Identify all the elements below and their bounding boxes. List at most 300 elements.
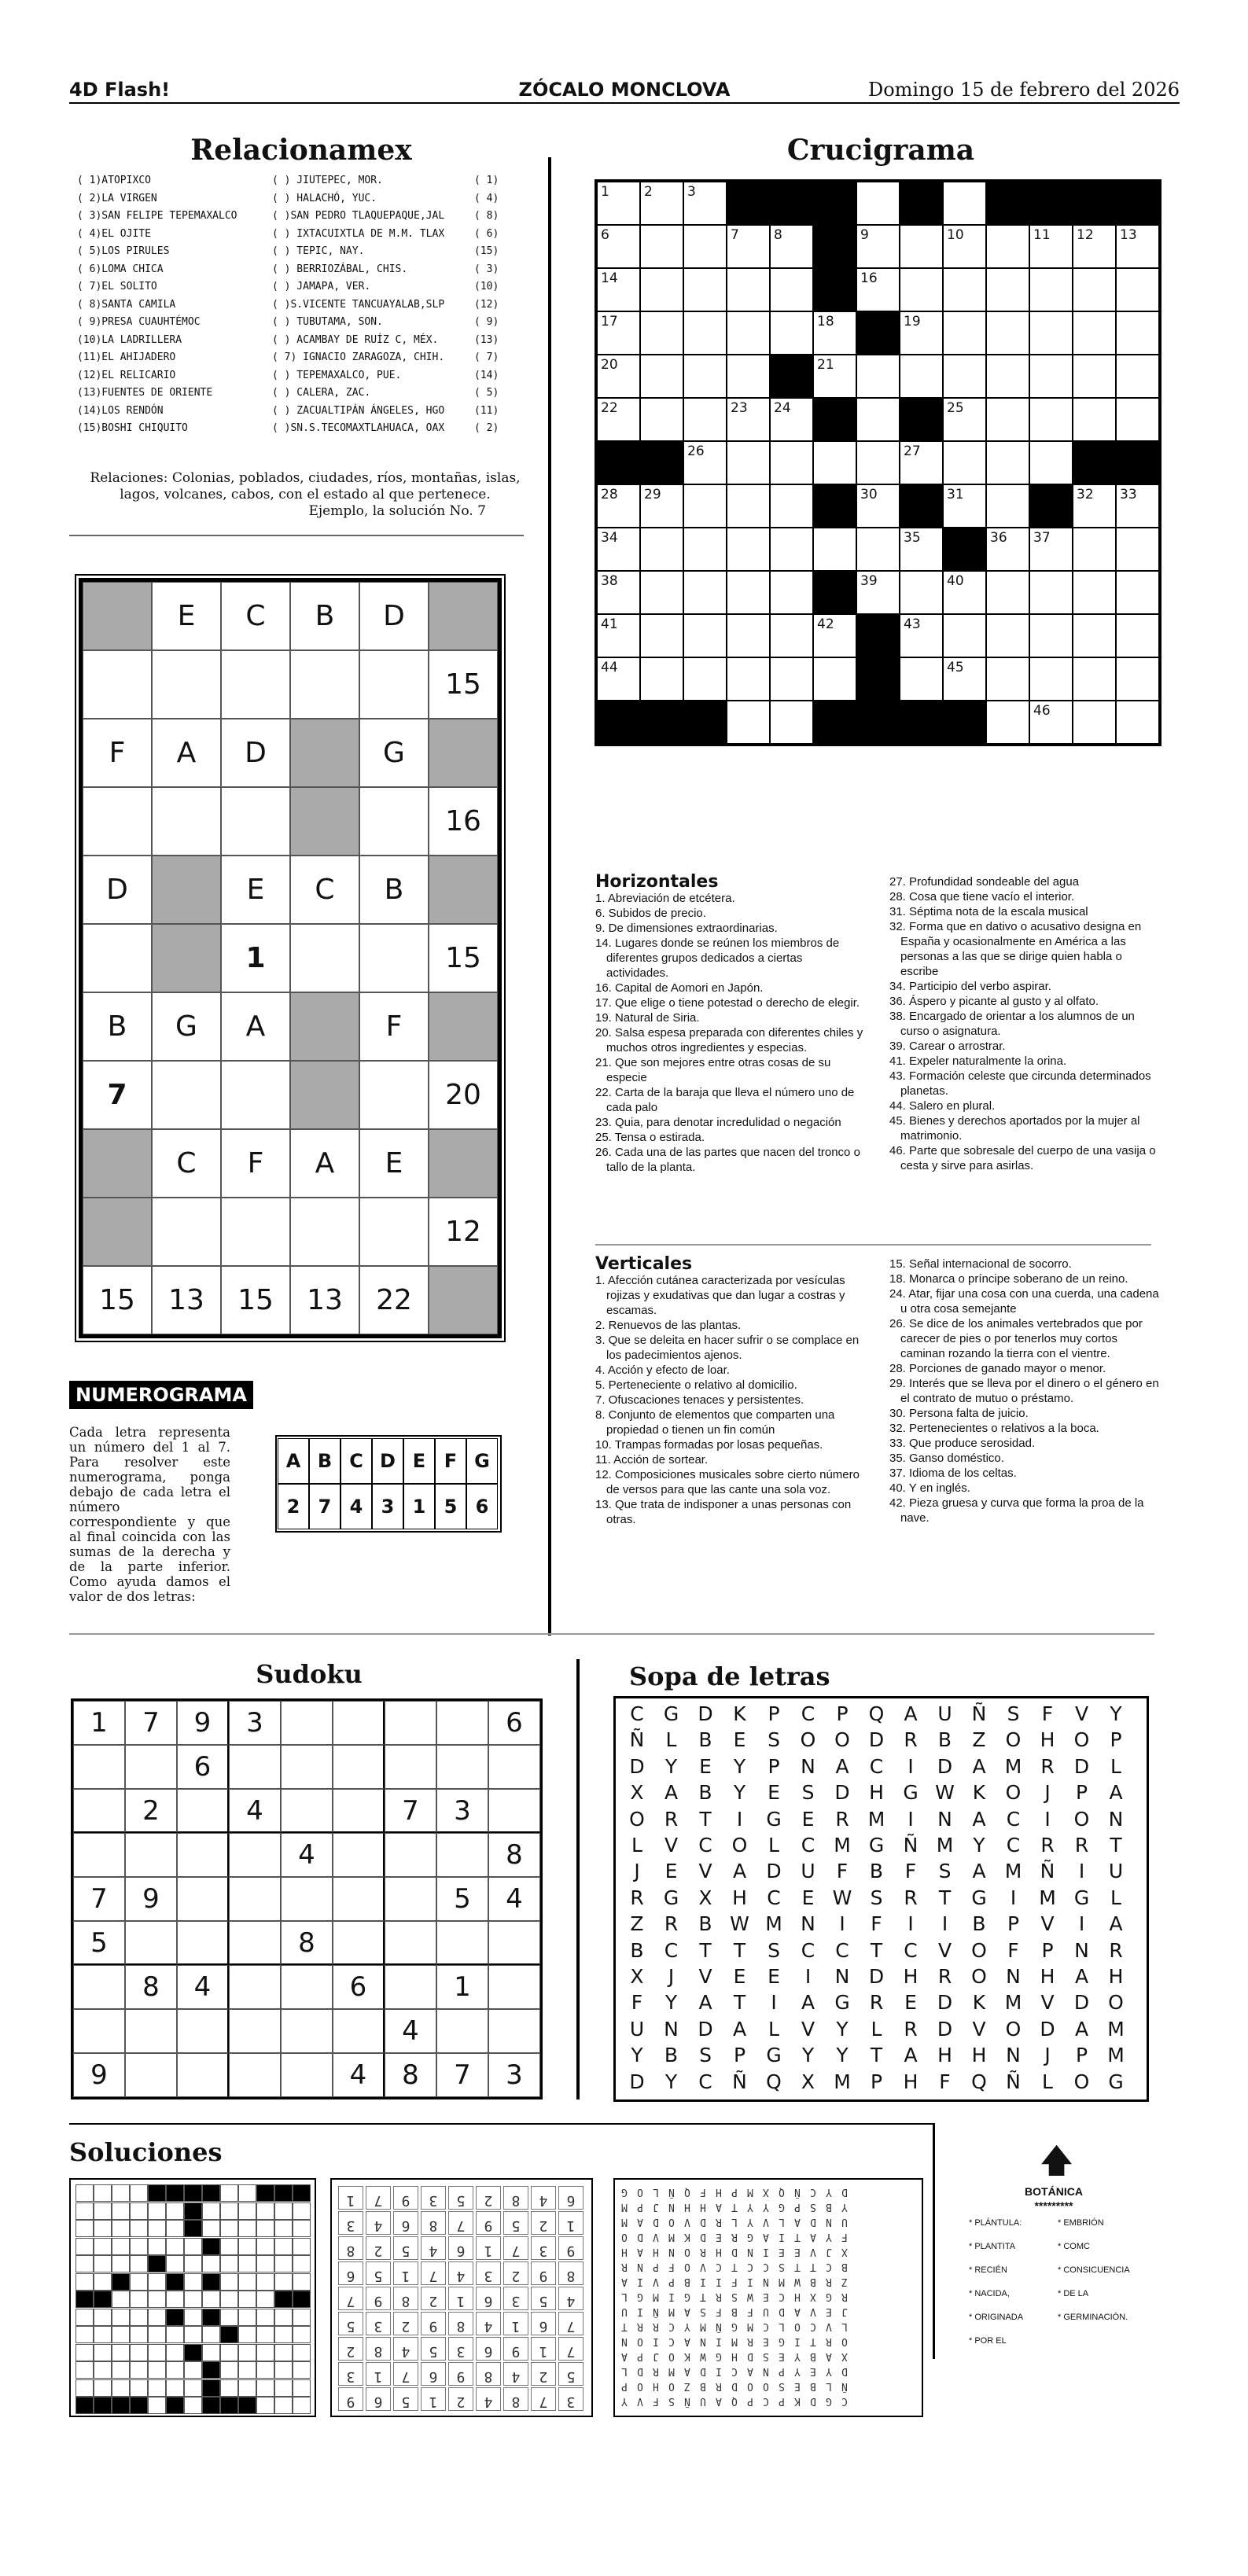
crossword-cell[interactable] — [597, 614, 640, 657]
word-search-letter[interactable]: G — [1108, 2070, 1124, 2093]
crossword-cell[interactable] — [900, 657, 943, 701]
word-search-letter[interactable]: S — [801, 1781, 815, 1805]
crossword-cell[interactable] — [986, 441, 1029, 484]
crossword-cell[interactable] — [597, 182, 640, 225]
sudoku-cell[interactable] — [385, 1921, 436, 1965]
crossword-cell[interactable] — [943, 398, 986, 441]
sudoku-cell[interactable] — [436, 1833, 488, 1877]
word-search-letter[interactable]: S — [938, 1860, 952, 1883]
numerograma-cell[interactable] — [221, 1198, 290, 1266]
crossword-cell[interactable] — [770, 268, 813, 311]
word-search-letter[interactable]: T — [870, 2044, 883, 2067]
relacionamex-state[interactable]: ( ) CALERA, ZAC. — [272, 387, 371, 399]
word-search-letter[interactable]: B — [698, 1728, 712, 1752]
relacionamex-state[interactable]: ( ) IXTACUIXTLA DE M.M. TLAX — [272, 227, 445, 240]
word-search-letter[interactable]: V — [664, 1834, 679, 1857]
word-search-letter[interactable]: R — [904, 1728, 918, 1752]
crossword-cell[interactable] — [683, 657, 727, 701]
numerograma-cell[interactable] — [83, 650, 152, 719]
sudoku-cell[interactable] — [333, 2009, 385, 2053]
crossword-cell[interactable] — [856, 398, 900, 441]
crossword-cell[interactable] — [683, 311, 727, 355]
crossword-cell[interactable] — [1029, 225, 1073, 268]
sudoku-cell[interactable] — [177, 1877, 229, 1921]
word-search-letter[interactable]: I — [1078, 1912, 1085, 1936]
crossword-cell[interactable] — [1073, 268, 1116, 311]
crossword-cell[interactable] — [943, 657, 986, 701]
word-search-letter[interactable]: O — [1005, 1781, 1022, 1805]
word-search-letter[interactable]: I — [1044, 1807, 1051, 1831]
crossword-cell[interactable] — [1116, 528, 1159, 571]
crossword-cell[interactable] — [1116, 225, 1159, 268]
sudoku-cell[interactable] — [73, 1965, 125, 2009]
sudoku-cell[interactable] — [229, 1745, 281, 1789]
crossword-cell[interactable] — [856, 484, 900, 528]
sudoku-cell[interactable] — [281, 2009, 333, 2053]
crossword-cell[interactable] — [900, 614, 943, 657]
word-search-letter[interactable]: L — [1110, 1754, 1121, 1778]
word-search-letter[interactable]: N — [664, 2017, 679, 2041]
word-search-letter[interactable]: O — [1073, 1728, 1090, 1752]
crossword-cell[interactable] — [900, 268, 943, 311]
sudoku-cell[interactable] — [125, 1833, 177, 1877]
crossword-cell[interactable] — [597, 657, 640, 701]
crossword-cell[interactable] — [900, 355, 943, 398]
word-search-letter[interactable]: E — [904, 1991, 917, 2015]
crossword-cell[interactable] — [900, 441, 943, 484]
crossword-cell[interactable] — [1116, 355, 1159, 398]
word-search-letter[interactable]: G — [1073, 1886, 1090, 1909]
word-search-letter[interactable]: I — [804, 1965, 812, 1988]
word-search-letter[interactable]: S — [699, 2044, 712, 2067]
crossword-cell[interactable] — [856, 571, 900, 614]
sudoku-cell[interactable] — [333, 1701, 385, 1745]
sudoku-cell[interactable] — [281, 2053, 333, 2097]
crossword-cell[interactable] — [943, 355, 986, 398]
sudoku-cell[interactable] — [436, 1701, 488, 1745]
word-search-letter[interactable]: L — [1110, 1886, 1121, 1909]
word-search-letter[interactable]: H — [869, 1781, 884, 1805]
crossword-cell[interactable] — [770, 614, 813, 657]
sudoku-cell[interactable] — [333, 1833, 385, 1877]
word-search-letter[interactable]: K — [733, 1702, 746, 1725]
crossword-cell[interactable] — [856, 528, 900, 571]
crossword-cell[interactable] — [1029, 701, 1073, 744]
crossword-cell[interactable] — [943, 268, 986, 311]
sudoku-cell[interactable] — [436, 2009, 488, 2053]
relacionamex-state[interactable]: ( ) TUBUTAMA, SON. — [272, 316, 383, 328]
crossword-cell[interactable] — [813, 528, 856, 571]
sudoku-cell[interactable] — [229, 1965, 281, 2009]
word-search-letter[interactable]: I — [907, 1807, 914, 1831]
crossword-cell[interactable] — [986, 268, 1029, 311]
relacionamex-state[interactable]: ( )S.VICENTE TANCUAYALAB,SLP — [272, 298, 445, 311]
word-search-letter[interactable]: U — [629, 2017, 645, 2041]
word-search-letter[interactable]: Y — [836, 2017, 849, 2041]
crossword-cell[interactable] — [640, 311, 683, 355]
word-search-letter[interactable]: Z — [972, 1728, 986, 1752]
word-search-letter[interactable]: A — [1109, 1912, 1123, 1936]
sudoku-cell[interactable] — [488, 1921, 540, 1965]
word-search-letter[interactable]: T — [733, 1938, 746, 1962]
numerograma-cell[interactable] — [290, 924, 359, 992]
word-search-letter[interactable]: O — [1005, 2017, 1022, 2041]
crossword-cell[interactable] — [1073, 657, 1116, 701]
crossword-cell[interactable] — [727, 398, 770, 441]
word-search-letter[interactable]: C — [698, 1834, 712, 1857]
word-search-letter[interactable]: I — [771, 1991, 777, 2015]
crossword-cell[interactable] — [856, 182, 900, 225]
word-search-letter[interactable]: N — [801, 1912, 815, 1936]
word-search-letter[interactable]: G — [903, 1781, 919, 1805]
crossword-cell[interactable] — [683, 182, 727, 225]
word-search-letter[interactable]: N — [801, 1754, 815, 1778]
crossword-cell[interactable] — [986, 528, 1029, 571]
numerograma-cell[interactable] — [290, 1198, 359, 1266]
word-search-letter[interactable]: D — [629, 2070, 645, 2093]
crossword-cell[interactable] — [727, 571, 770, 614]
crossword-cell[interactable] — [597, 225, 640, 268]
word-search-letter[interactable]: K — [972, 1781, 986, 1805]
word-search-letter[interactable]: X — [801, 2070, 815, 2093]
crossword-cell[interactable] — [986, 355, 1029, 398]
crossword-cell[interactable] — [813, 614, 856, 657]
word-search-letter[interactable]: J — [634, 1860, 640, 1883]
word-search-letter[interactable]: L — [768, 1834, 779, 1857]
word-search-letter[interactable]: B — [698, 1912, 712, 1936]
word-search-letter[interactable]: G — [766, 1807, 782, 1831]
sudoku-cell[interactable] — [488, 1965, 540, 2009]
word-search-letter[interactable]: Y — [664, 1991, 678, 2015]
crossword-cell[interactable] — [640, 571, 683, 614]
relacionamex-state[interactable]: ( )SN.S.TECOMAXTLAHUACA, OAX — [272, 422, 445, 434]
word-search-letter[interactable]: C — [904, 1938, 918, 1962]
crossword-cell[interactable] — [1029, 614, 1073, 657]
crossword-cell[interactable] — [1116, 657, 1159, 701]
word-search-letter[interactable]: L — [665, 1728, 677, 1752]
word-search-letter[interactable]: J — [1044, 1781, 1051, 1805]
word-search-letter[interactable]: F — [904, 1860, 917, 1883]
crossword-cell[interactable] — [986, 311, 1029, 355]
word-search-letter[interactable]: I — [941, 1912, 948, 1936]
word-search-letter[interactable]: H — [937, 2044, 952, 2067]
word-search-letter[interactable]: P — [768, 1754, 780, 1778]
word-search-letter[interactable]: T — [938, 1886, 952, 1909]
sudoku-cell[interactable] — [436, 1921, 488, 1965]
word-search-letter[interactable]: V — [1074, 1702, 1089, 1725]
word-search-letter[interactable]: C — [767, 1886, 781, 1909]
word-search-letter[interactable]: N — [1074, 1938, 1089, 1962]
word-search-letter[interactable]: M — [1004, 1754, 1022, 1778]
word-search-letter[interactable]: W — [935, 1781, 955, 1805]
word-search-letter[interactable]: P — [1110, 1728, 1122, 1752]
sudoku-cell[interactable] — [333, 1789, 385, 1833]
sudoku-cell[interactable] — [73, 2009, 125, 2053]
crossword-cell[interactable] — [1116, 268, 1159, 311]
relacionamex-state[interactable]: ( )SAN PEDRO TLAQUEPAQUE,JAL — [272, 210, 445, 222]
crossword-cell[interactable] — [597, 268, 640, 311]
word-search-letter[interactable]: V — [972, 2017, 986, 2041]
word-search-letter[interactable]: W — [832, 1886, 852, 1909]
word-search-letter[interactable]: Z — [630, 1912, 644, 1936]
word-search-letter[interactable]: B — [972, 1912, 986, 1936]
word-search-letter[interactable]: C — [869, 1754, 884, 1778]
word-search-letter[interactable]: O — [1073, 2070, 1090, 2093]
word-search-letter[interactable]: H — [1040, 1965, 1055, 1988]
word-search-letter[interactable]: P — [1007, 1912, 1020, 1936]
numerograma-cell[interactable] — [221, 650, 290, 719]
crossword-cell[interactable] — [727, 701, 770, 744]
crossword-cell[interactable] — [813, 657, 856, 701]
word-search-letter[interactable]: C — [1006, 1807, 1021, 1831]
word-search-letter[interactable]: S — [870, 1886, 883, 1909]
crossword-cell[interactable] — [1029, 441, 1073, 484]
word-search-letter[interactable]: N — [834, 1965, 850, 1988]
word-search-letter[interactable]: P — [870, 2070, 883, 2093]
word-search-letter[interactable]: L — [768, 2017, 779, 2041]
word-search-letter[interactable]: J — [668, 1965, 675, 1988]
word-search-letter[interactable]: O — [1073, 1807, 1090, 1831]
word-search-letter[interactable]: P — [1041, 1938, 1054, 1962]
word-search-letter[interactable]: C — [630, 1702, 644, 1725]
relacionamex-state[interactable]: ( ) JAMAPA, VER. — [272, 281, 371, 293]
word-search-letter[interactable]: D — [1073, 1991, 1090, 2015]
numerograma-cell[interactable] — [359, 924, 429, 992]
word-search-letter[interactable]: Y — [664, 1754, 678, 1778]
crossword-cell[interactable] — [597, 311, 640, 355]
word-search-letter[interactable]: D — [868, 1965, 885, 1988]
sudoku-cell[interactable] — [333, 1877, 385, 1921]
sudoku-cell[interactable] — [125, 1745, 177, 1789]
word-search-letter[interactable]: O — [731, 1834, 748, 1857]
word-search-letter[interactable]: M — [1039, 1886, 1056, 1909]
crossword-cell[interactable] — [1029, 528, 1073, 571]
word-search-letter[interactable]: A — [664, 1781, 679, 1805]
word-search-letter[interactable]: V — [698, 1860, 712, 1883]
crossword-cell[interactable] — [1029, 571, 1073, 614]
word-search-letter[interactable]: M — [1004, 1860, 1022, 1883]
crossword-cell[interactable] — [770, 528, 813, 571]
crossword-cell[interactable] — [813, 311, 856, 355]
sudoku-cell[interactable] — [177, 2053, 229, 2097]
word-search-letter[interactable]: A — [732, 1860, 747, 1883]
crossword-cell[interactable] — [727, 657, 770, 701]
word-search-letter[interactable]: S — [1007, 1702, 1020, 1725]
crossword-cell[interactable] — [1073, 614, 1116, 657]
word-search-letter[interactable]: D — [834, 1781, 850, 1805]
word-search-letter[interactable]: A — [972, 1754, 986, 1778]
word-search-letter[interactable]: W — [730, 1912, 749, 1936]
word-search-letter[interactable]: N — [1108, 1807, 1124, 1831]
numerograma-cell[interactable] — [359, 1198, 429, 1266]
word-search-letter[interactable]: X — [630, 1965, 644, 1988]
word-search-letter[interactable]: O — [1108, 1991, 1124, 2015]
sudoku-cell[interactable] — [333, 1745, 385, 1789]
word-search-letter[interactable]: L — [1042, 2070, 1053, 2093]
word-search-letter[interactable]: P — [733, 2044, 746, 2067]
crossword-cell[interactable] — [1073, 355, 1116, 398]
numerograma-cell[interactable] — [359, 787, 429, 856]
word-search-letter[interactable]: B — [698, 1781, 712, 1805]
crossword-cell[interactable] — [813, 355, 856, 398]
word-search-letter[interactable]: V — [698, 1965, 712, 1988]
word-search-letter[interactable]: Ñ — [903, 1834, 919, 1857]
word-search-letter[interactable]: Y — [733, 1781, 746, 1805]
word-search-letter[interactable]: O — [1005, 1728, 1022, 1752]
word-search-letter[interactable]: A — [972, 1807, 986, 1831]
word-search-letter[interactable]: M — [1004, 1991, 1022, 2015]
crossword-cell[interactable] — [1116, 571, 1159, 614]
crossword-cell[interactable] — [943, 182, 986, 225]
word-search-letter[interactable]: E — [733, 1728, 746, 1752]
crossword-cell[interactable] — [683, 355, 727, 398]
word-search-letter[interactable]: M — [765, 1912, 782, 1936]
word-search-letter[interactable]: G — [971, 1886, 987, 1909]
word-search-letter[interactable]: X — [630, 1781, 644, 1805]
sudoku-cell[interactable] — [385, 1833, 436, 1877]
crossword-cell[interactable] — [856, 441, 900, 484]
word-search-letter[interactable]: I — [907, 1754, 914, 1778]
word-search-letter[interactable]: C — [801, 1938, 815, 1962]
sudoku-cell[interactable] — [436, 1745, 488, 1789]
crossword-cell[interactable] — [986, 701, 1029, 744]
crossword-cell[interactable] — [1073, 311, 1116, 355]
word-search-letter[interactable]: N — [1006, 1965, 1021, 1988]
sudoku-cell[interactable] — [177, 1921, 229, 1965]
crossword-cell[interactable] — [986, 657, 1029, 701]
sudoku-cell[interactable] — [281, 1789, 333, 1833]
word-search-letter[interactable]: F — [871, 1912, 882, 1936]
crossword-cell[interactable] — [770, 311, 813, 355]
crossword-cell[interactable] — [640, 398, 683, 441]
word-search-letter[interactable]: A — [835, 1754, 849, 1778]
word-search-letter[interactable]: F — [1041, 1702, 1054, 1725]
sudoku-cell[interactable] — [73, 1745, 125, 1789]
word-search-letter[interactable]: U — [937, 1702, 952, 1725]
word-search-letter[interactable]: M — [867, 1807, 885, 1831]
relacionamex-state[interactable]: ( ) TEPEMAXALCO, PUE. — [272, 369, 402, 381]
word-search-letter[interactable]: O — [800, 1728, 816, 1752]
word-search-letter[interactable]: C — [835, 1938, 849, 1962]
word-search-letter[interactable]: O — [834, 1728, 850, 1752]
word-search-letter[interactable]: R — [630, 1886, 644, 1909]
sudoku-cell[interactable] — [281, 1965, 333, 2009]
sudoku-cell[interactable] — [177, 1789, 229, 1833]
sudoku-cell[interactable] — [385, 1745, 436, 1789]
crossword-cell[interactable] — [1073, 398, 1116, 441]
sudoku-cell[interactable] — [488, 1745, 540, 1789]
sudoku-cell[interactable] — [385, 1965, 436, 2009]
sudoku-cell[interactable] — [125, 2009, 177, 2053]
word-search-letter[interactable]: M — [834, 2070, 851, 2093]
word-search-letter[interactable]: R — [664, 1807, 679, 1831]
word-search-letter[interactable]: R — [664, 1912, 679, 1936]
word-search-letter[interactable]: C — [801, 1702, 815, 1725]
word-search-letter[interactable]: A — [972, 1860, 986, 1883]
word-search-letter[interactable]: Q — [868, 1702, 885, 1725]
sudoku-cell[interactable] — [488, 2009, 540, 2053]
sudoku-cell[interactable] — [333, 1921, 385, 1965]
word-search-letter[interactable]: P — [1075, 1781, 1088, 1805]
word-search-letter[interactable]: O — [629, 1807, 645, 1831]
numerograma-cell[interactable] — [83, 787, 152, 856]
sudoku-cell[interactable] — [125, 1921, 177, 1965]
word-search-letter[interactable]: E — [768, 1965, 780, 1988]
numerograma-cell[interactable] — [152, 650, 221, 719]
word-search-letter[interactable]: A — [698, 1991, 712, 2015]
crossword-cell[interactable] — [640, 268, 683, 311]
word-search-letter[interactable]: Ñ — [971, 1702, 987, 1725]
crossword-cell[interactable] — [1029, 355, 1073, 398]
numerograma-cell[interactable] — [83, 924, 152, 992]
word-search-letter[interactable]: B — [937, 1728, 952, 1752]
crossword-cell[interactable] — [1029, 311, 1073, 355]
word-search-letter[interactable]: V — [937, 1938, 952, 1962]
word-search-letter[interactable]: Ñ — [732, 2070, 747, 2093]
word-search-letter[interactable]: Ñ — [1006, 2070, 1021, 2093]
word-search-letter[interactable]: L — [871, 2017, 882, 2041]
numerograma-cell[interactable] — [221, 787, 290, 856]
crossword-cell[interactable] — [813, 441, 856, 484]
word-search-letter[interactable]: B — [664, 2044, 679, 2067]
word-search-letter[interactable]: F — [836, 1860, 849, 1883]
word-search-letter[interactable]: G — [766, 2044, 782, 2067]
word-search-letter[interactable]: C — [698, 2070, 712, 2093]
crossword-cell[interactable] — [986, 225, 1029, 268]
word-search-letter[interactable]: R — [904, 2017, 918, 2041]
crossword-cell[interactable] — [1116, 701, 1159, 744]
word-search-letter[interactable]: H — [903, 1965, 919, 1988]
numerograma-cell[interactable] — [221, 1061, 290, 1129]
crossword-cell[interactable] — [986, 398, 1029, 441]
word-search-letter[interactable]: M — [834, 1834, 851, 1857]
crossword-cell[interactable] — [770, 398, 813, 441]
word-search-letter[interactable]: B — [869, 1860, 884, 1883]
crossword-cell[interactable] — [770, 484, 813, 528]
word-search-letter[interactable]: R — [1040, 1754, 1055, 1778]
sudoku-cell[interactable] — [125, 2053, 177, 2097]
word-search-letter[interactable]: O — [971, 1965, 987, 1988]
word-search-letter[interactable]: Y — [973, 1834, 985, 1857]
word-search-letter[interactable]: L — [631, 1834, 642, 1857]
word-search-letter[interactable]: A — [904, 2044, 918, 2067]
word-search-letter[interactable]: Q — [971, 2070, 987, 2093]
crossword-cell[interactable] — [856, 225, 900, 268]
sudoku-cell[interactable] — [229, 2009, 281, 2053]
sudoku-cell[interactable] — [281, 1701, 333, 1745]
crossword-cell[interactable] — [683, 528, 727, 571]
sudoku-cell[interactable] — [229, 2053, 281, 2097]
word-search-letter[interactable]: P — [836, 1702, 849, 1725]
word-search-letter[interactable]: D — [698, 2017, 713, 2041]
sudoku-cell[interactable] — [488, 1789, 540, 1833]
sudoku-cell[interactable] — [281, 1745, 333, 1789]
numerograma-cell[interactable] — [152, 1061, 221, 1129]
crossword-cell[interactable] — [943, 614, 986, 657]
relacionamex-state[interactable]: ( ) HALACHÓ, YUC. — [272, 192, 377, 204]
word-search-letter[interactable]: T — [699, 1938, 712, 1962]
word-search-letter[interactable]: A — [1074, 2017, 1089, 2041]
crossword-cell[interactable] — [640, 225, 683, 268]
word-search-letter[interactable]: A — [1109, 1781, 1123, 1805]
word-search-letter[interactable]: R — [1074, 1834, 1089, 1857]
word-search-letter[interactable]: I — [1078, 1860, 1085, 1883]
sudoku-cell[interactable] — [385, 1877, 436, 1921]
word-search-letter[interactable]: E — [699, 1754, 712, 1778]
crossword-cell[interactable] — [727, 225, 770, 268]
crossword-cell[interactable] — [943, 441, 986, 484]
word-search-letter[interactable]: F — [939, 2070, 951, 2093]
